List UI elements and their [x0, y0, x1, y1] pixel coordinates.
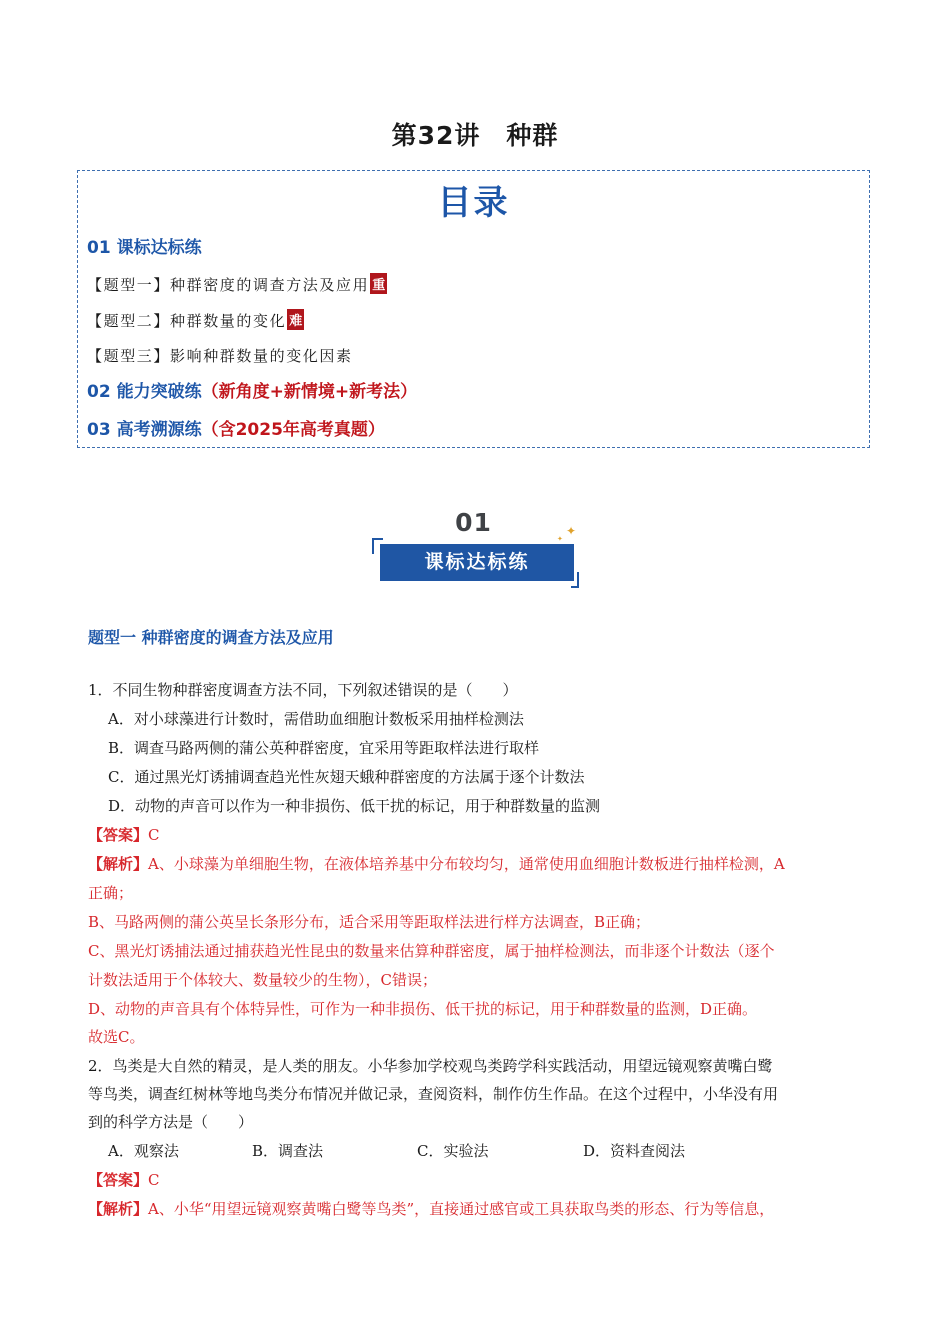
answer-line [88, 825, 160, 845]
answer-tag: 【答案】 [88, 1171, 149, 1189]
toc-section-note: （新角度+新情境+新考法） [201, 382, 418, 402]
banner-corner [571, 572, 579, 588]
toc-type-label: 【题型一】种群密度的调查方法及应用 [87, 276, 370, 294]
option-a: A．对小球藻进行计数时，需借助血细胞计数板采用抽样检测法 [108, 710, 524, 728]
analysis-text: A、小华“用望远镜观察黄嘴白鹭等鸟类”，直接通过感官或工具获取鸟类的形态、行为等信息， [148, 1200, 775, 1218]
toc-type-3[interactable] [87, 345, 353, 366]
analysis-line: B、马路两侧的蒲公英呈长条形分布，适合采用等距取样法进行样方法调查，B正确； [88, 913, 651, 931]
question-stem: 等鸟类，调查红树林等地鸟类分布情况并做记录，查阅资料，制作仿生作品。在这个过程中，小华没有用 [88, 1085, 779, 1103]
toc-type-label: 【题型二】种群数量的变化 [87, 312, 287, 330]
analysis-tag: 【解析】 [88, 1200, 149, 1218]
analysis-line: 故选C。 [88, 1028, 145, 1046]
option-a: A．观察法 [108, 1142, 179, 1160]
toc-section-note: （含2025年高考真题） [201, 420, 385, 440]
answer-tag: 【答案】 [88, 826, 149, 844]
section-heading: 题型一 种群密度的调查方法及应用 [88, 628, 334, 647]
table-of-contents [77, 170, 870, 448]
option-d: D．动物的声音可以作为一种非损伤、低干扰的标记，用于种群数量的监测 [108, 797, 601, 815]
banner-label: 课标达标练 [424, 551, 530, 573]
analysis-line: C、黑光灯诱捕法通过捕获趋光性昆虫的数量来估算种群密度，属于抽样检测法，而非逐个计数法（逐个 [88, 942, 775, 960]
section-banner [370, 508, 585, 588]
option-b: B．调查法 [252, 1142, 324, 1160]
toc-type-label: 【题型三】影响种群数量的变化因素 [87, 347, 353, 365]
toc-section-2[interactable] [87, 377, 417, 402]
question-stem: 到的科学方法是（ ） [88, 1113, 254, 1131]
option-b: B．调查马路两侧的蒲公英种群密度，宜采用等距取样法进行取样 [108, 739, 540, 757]
toc-type-1[interactable] [87, 273, 387, 295]
option-c: C．实验法 [417, 1142, 489, 1160]
answer-value: C [148, 826, 160, 844]
answer-line [88, 1170, 160, 1190]
toc-section-label: 03 高考溯源练 [87, 420, 202, 440]
analysis-line: 计数法适用于个体较大、数量较少的生物），C错误； [88, 971, 437, 989]
analysis-tag: 【解析】 [88, 855, 149, 873]
toc-type-2[interactable] [87, 309, 304, 331]
page-title: 第32讲 种群 [391, 121, 559, 150]
analysis-line: 正确； [88, 884, 134, 902]
toc-section-1[interactable]: 01 课标达标练 [87, 238, 202, 258]
banner-number: 01 [455, 508, 492, 537]
difficult-badge: 难 [287, 309, 304, 330]
analysis-line: D、动物的声音具有个体特异性，可作为一种非损伤、低干扰的标记，用于种群数量的监测，D正确。 [88, 1000, 758, 1018]
analysis-text: A、小球藻为单细胞生物，在液体培养基中分布较均匀，通常使用血细胞计数板进行抽样检测，A [148, 855, 785, 873]
key-point-badge: 重 [370, 273, 387, 294]
option-d: D．资料查阅法 [583, 1142, 686, 1160]
analysis-line [88, 854, 785, 874]
sparkle-icon: ✦ [557, 535, 563, 543]
sparkle-icon: ✦ [566, 524, 577, 538]
option-c: C．通过黑光灯诱捕调查趋光性灰翅天蛾种群密度的方法属于逐个计数法 [108, 768, 585, 786]
toc-section-3[interactable] [87, 415, 385, 440]
toc-section-label: 02 能力突破练 [87, 382, 202, 402]
question-stem: 1．不同生物种群密度调查方法不同，下列叙述错误的是（ ） [88, 681, 518, 699]
question-stem: 2．鸟类是大自然的精灵，是人类的朋友。小华参加学校观鸟类跨学科实践活动，用望远镜观察黄嘴白鹭 [88, 1057, 773, 1075]
answer-value: C [148, 1171, 160, 1189]
analysis-line [88, 1199, 774, 1219]
toc-heading: 目录 [437, 183, 510, 223]
